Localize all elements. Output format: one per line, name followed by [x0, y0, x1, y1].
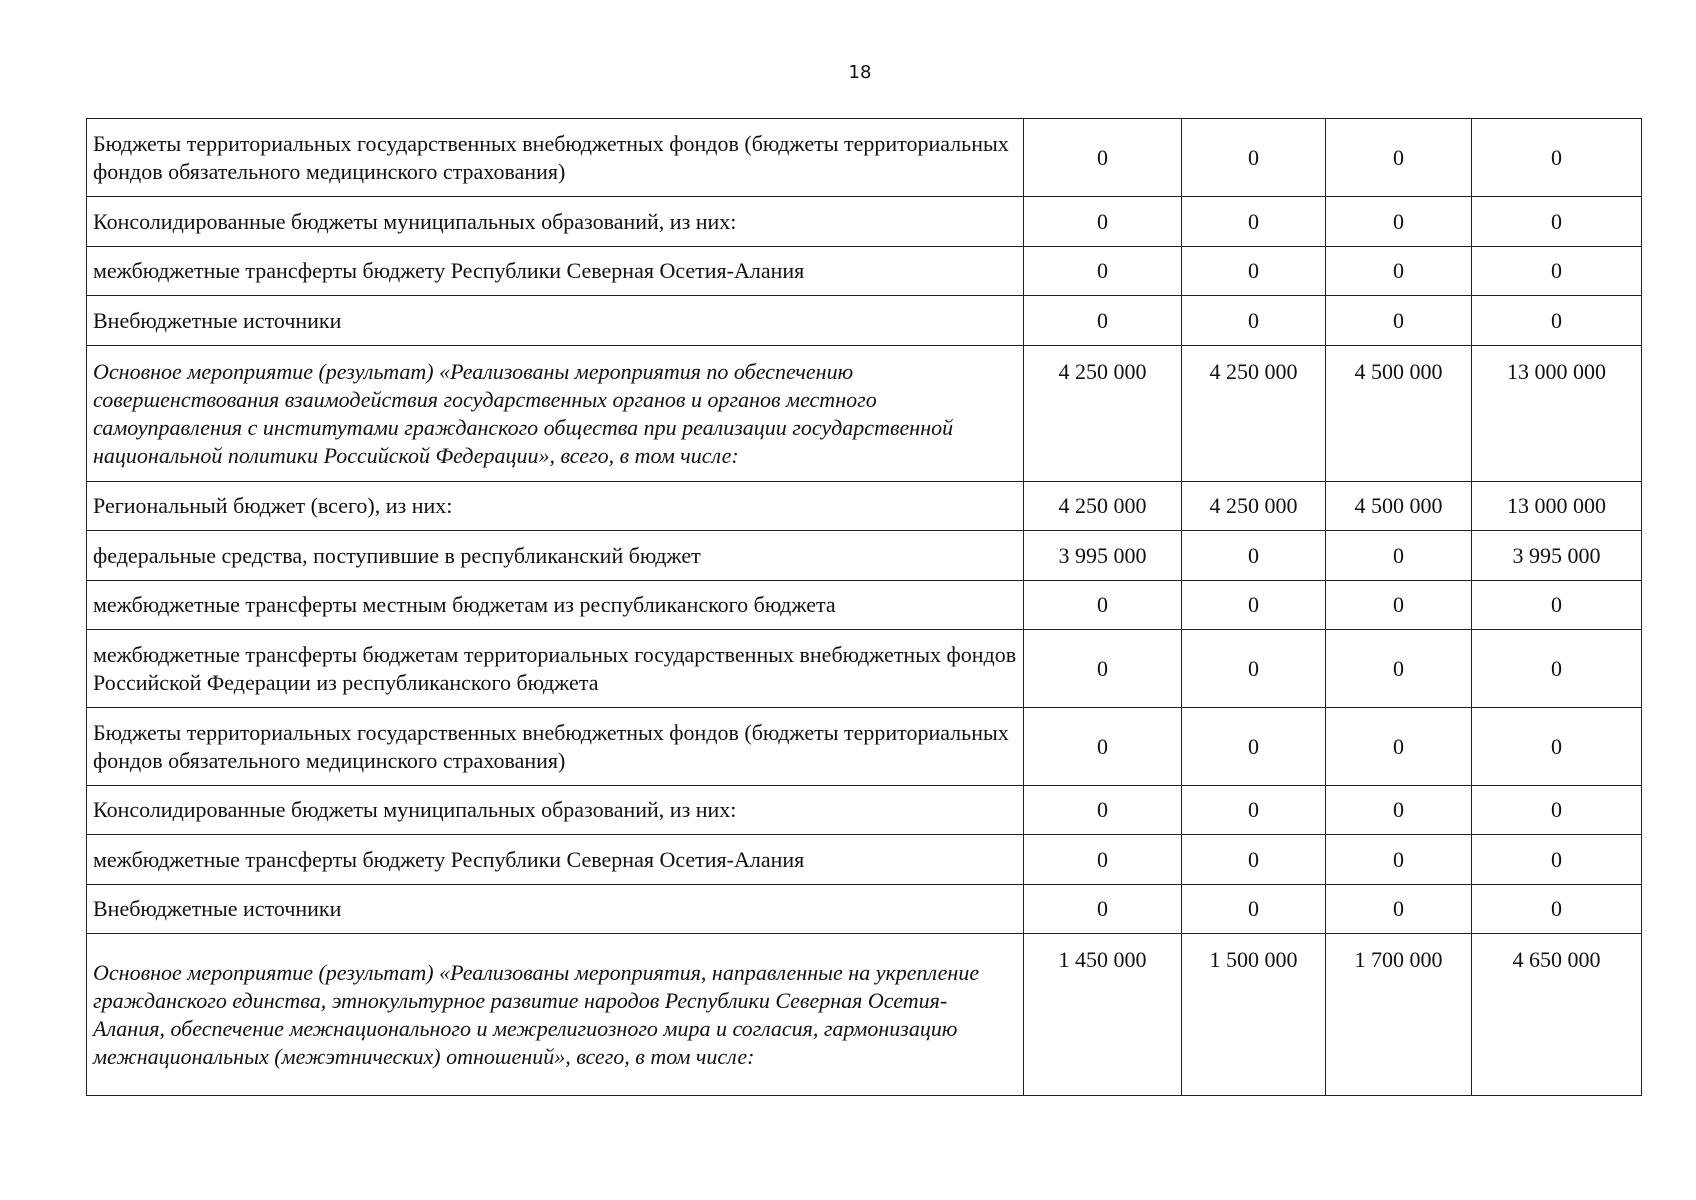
value-cell: 0 — [1472, 119, 1642, 197]
value-cell: 0 — [1326, 197, 1472, 247]
row-label: Консолидированные бюджеты муниципальных образований, из них: — [87, 197, 1024, 247]
value-cell: 0 — [1472, 885, 1642, 934]
value-cell: 0 — [1472, 296, 1642, 346]
value-cell: 0 — [1326, 835, 1472, 885]
value-cell: 1 450 000 — [1024, 934, 1182, 1096]
table-row — [87, 885, 1642, 934]
table-row — [87, 708, 1642, 786]
table-row — [87, 197, 1642, 247]
value-cell: 0 — [1024, 119, 1182, 197]
table-row — [87, 786, 1642, 835]
value-cell: 0 — [1024, 708, 1182, 786]
value-cell: 4 250 000 — [1024, 346, 1182, 482]
value-cell: 4 500 000 — [1326, 346, 1472, 482]
row-label: Бюджеты территориальных государственных внебюджетных фондов (бюджеты территориальных фондов обязательного медицинского страхования) — [87, 119, 1024, 197]
value-cell: 3 995 000 — [1472, 531, 1642, 581]
row-label: Консолидированные бюджеты муниципальных образований, из них: — [87, 786, 1024, 835]
value-cell: 0 — [1182, 197, 1326, 247]
value-cell: 0 — [1326, 581, 1472, 630]
row-label: межбюджетные трансферты бюджету Республики Северная Осетия-Алания — [87, 835, 1024, 885]
table-row — [87, 296, 1642, 346]
value-cell: 0 — [1182, 885, 1326, 934]
value-cell: 0 — [1472, 708, 1642, 786]
value-cell: 0 — [1182, 247, 1326, 296]
value-cell: 0 — [1182, 835, 1326, 885]
value-cell: 4 250 000 — [1024, 482, 1182, 531]
table-row — [87, 346, 1642, 482]
value-cell: 0 — [1182, 119, 1326, 197]
value-cell: 4 650 000 — [1472, 934, 1642, 1096]
table-row — [87, 835, 1642, 885]
value-cell: 0 — [1326, 119, 1472, 197]
table-row — [87, 119, 1642, 197]
row-label: межбюджетные трансферты бюджету Республики Северная Осетия-Алания — [87, 247, 1024, 296]
table-row — [87, 531, 1642, 581]
table-row — [87, 247, 1642, 296]
value-cell: 0 — [1326, 247, 1472, 296]
value-cell: 0 — [1326, 531, 1472, 581]
value-cell: 0 — [1472, 786, 1642, 835]
table-row — [87, 630, 1642, 708]
row-label: Региональный бюджет (всего), из них: — [87, 482, 1024, 531]
value-cell: 4 250 000 — [1182, 482, 1326, 531]
value-cell: 4 500 000 — [1326, 482, 1472, 531]
value-cell: 0 — [1182, 630, 1326, 708]
value-cell: 0 — [1472, 630, 1642, 708]
value-cell: 3 995 000 — [1024, 531, 1182, 581]
value-cell: 0 — [1472, 835, 1642, 885]
table-row — [87, 934, 1642, 1096]
value-cell: 0 — [1024, 786, 1182, 835]
value-cell: 0 — [1326, 708, 1472, 786]
row-label: межбюджетные трансферты бюджетам территориальных государственных внебюджетных фондов Российской Федерации из республиканского бюджета — [87, 630, 1024, 708]
value-cell: 0 — [1024, 247, 1182, 296]
value-cell: 0 — [1326, 885, 1472, 934]
row-label: межбюджетные трансферты местным бюджетам из республиканского бюджета — [87, 581, 1024, 630]
value-cell: 0 — [1024, 835, 1182, 885]
value-cell: 0 — [1024, 630, 1182, 708]
row-label: Основное мероприятие (результат) «Реализованы мероприятия по обеспечению совершенствования взаимодействия государственных органов и органов местного самоуправления с институтами гражданского общества при реализации государственной национальной политики Российской Федерации», всего, в том числе: — [87, 346, 1024, 482]
value-cell: 0 — [1182, 531, 1326, 581]
row-label: федеральные средства, поступившие в республиканский бюджет — [87, 531, 1024, 581]
value-cell: 0 — [1182, 786, 1326, 835]
row-label: Внебюджетные источники — [87, 296, 1024, 346]
table-row — [87, 581, 1642, 630]
budget-table — [86, 118, 1642, 1096]
row-label: Внебюджетные источники — [87, 885, 1024, 934]
row-label: Основное мероприятие (результат) «Реализованы мероприятия, направленные на укрепление гражданского единства, этнокультурное развитие народов Республики Северная Осетия-Алания, обеспечение межнационального и межрелигиозного мира и согласия, гармонизацию межнациональных (межэтнических) отношений», всего, в том числе: — [87, 934, 1024, 1096]
value-cell: 0 — [1024, 296, 1182, 346]
value-cell: 0 — [1182, 581, 1326, 630]
value-cell: 0 — [1182, 708, 1326, 786]
table-row — [87, 482, 1642, 531]
value-cell: 1 500 000 — [1182, 934, 1326, 1096]
value-cell: 0 — [1472, 197, 1642, 247]
value-cell: 0 — [1326, 296, 1472, 346]
value-cell: 0 — [1024, 197, 1182, 247]
value-cell: 0 — [1024, 885, 1182, 934]
value-cell: 0 — [1182, 296, 1326, 346]
value-cell: 0 — [1326, 786, 1472, 835]
value-cell: 4 250 000 — [1182, 346, 1326, 482]
value-cell: 1 700 000 — [1326, 934, 1472, 1096]
value-cell: 0 — [1024, 581, 1182, 630]
value-cell: 0 — [1326, 630, 1472, 708]
value-cell: 13 000 000 — [1472, 346, 1642, 482]
value-cell: 13 000 000 — [1472, 482, 1642, 531]
value-cell: 0 — [1472, 247, 1642, 296]
page-number: 18 — [848, 62, 872, 83]
value-cell: 0 — [1472, 581, 1642, 630]
row-label: Бюджеты территориальных государственных внебюджетных фондов (бюджеты территориальных фондов обязательного медицинского страхования) — [87, 708, 1024, 786]
